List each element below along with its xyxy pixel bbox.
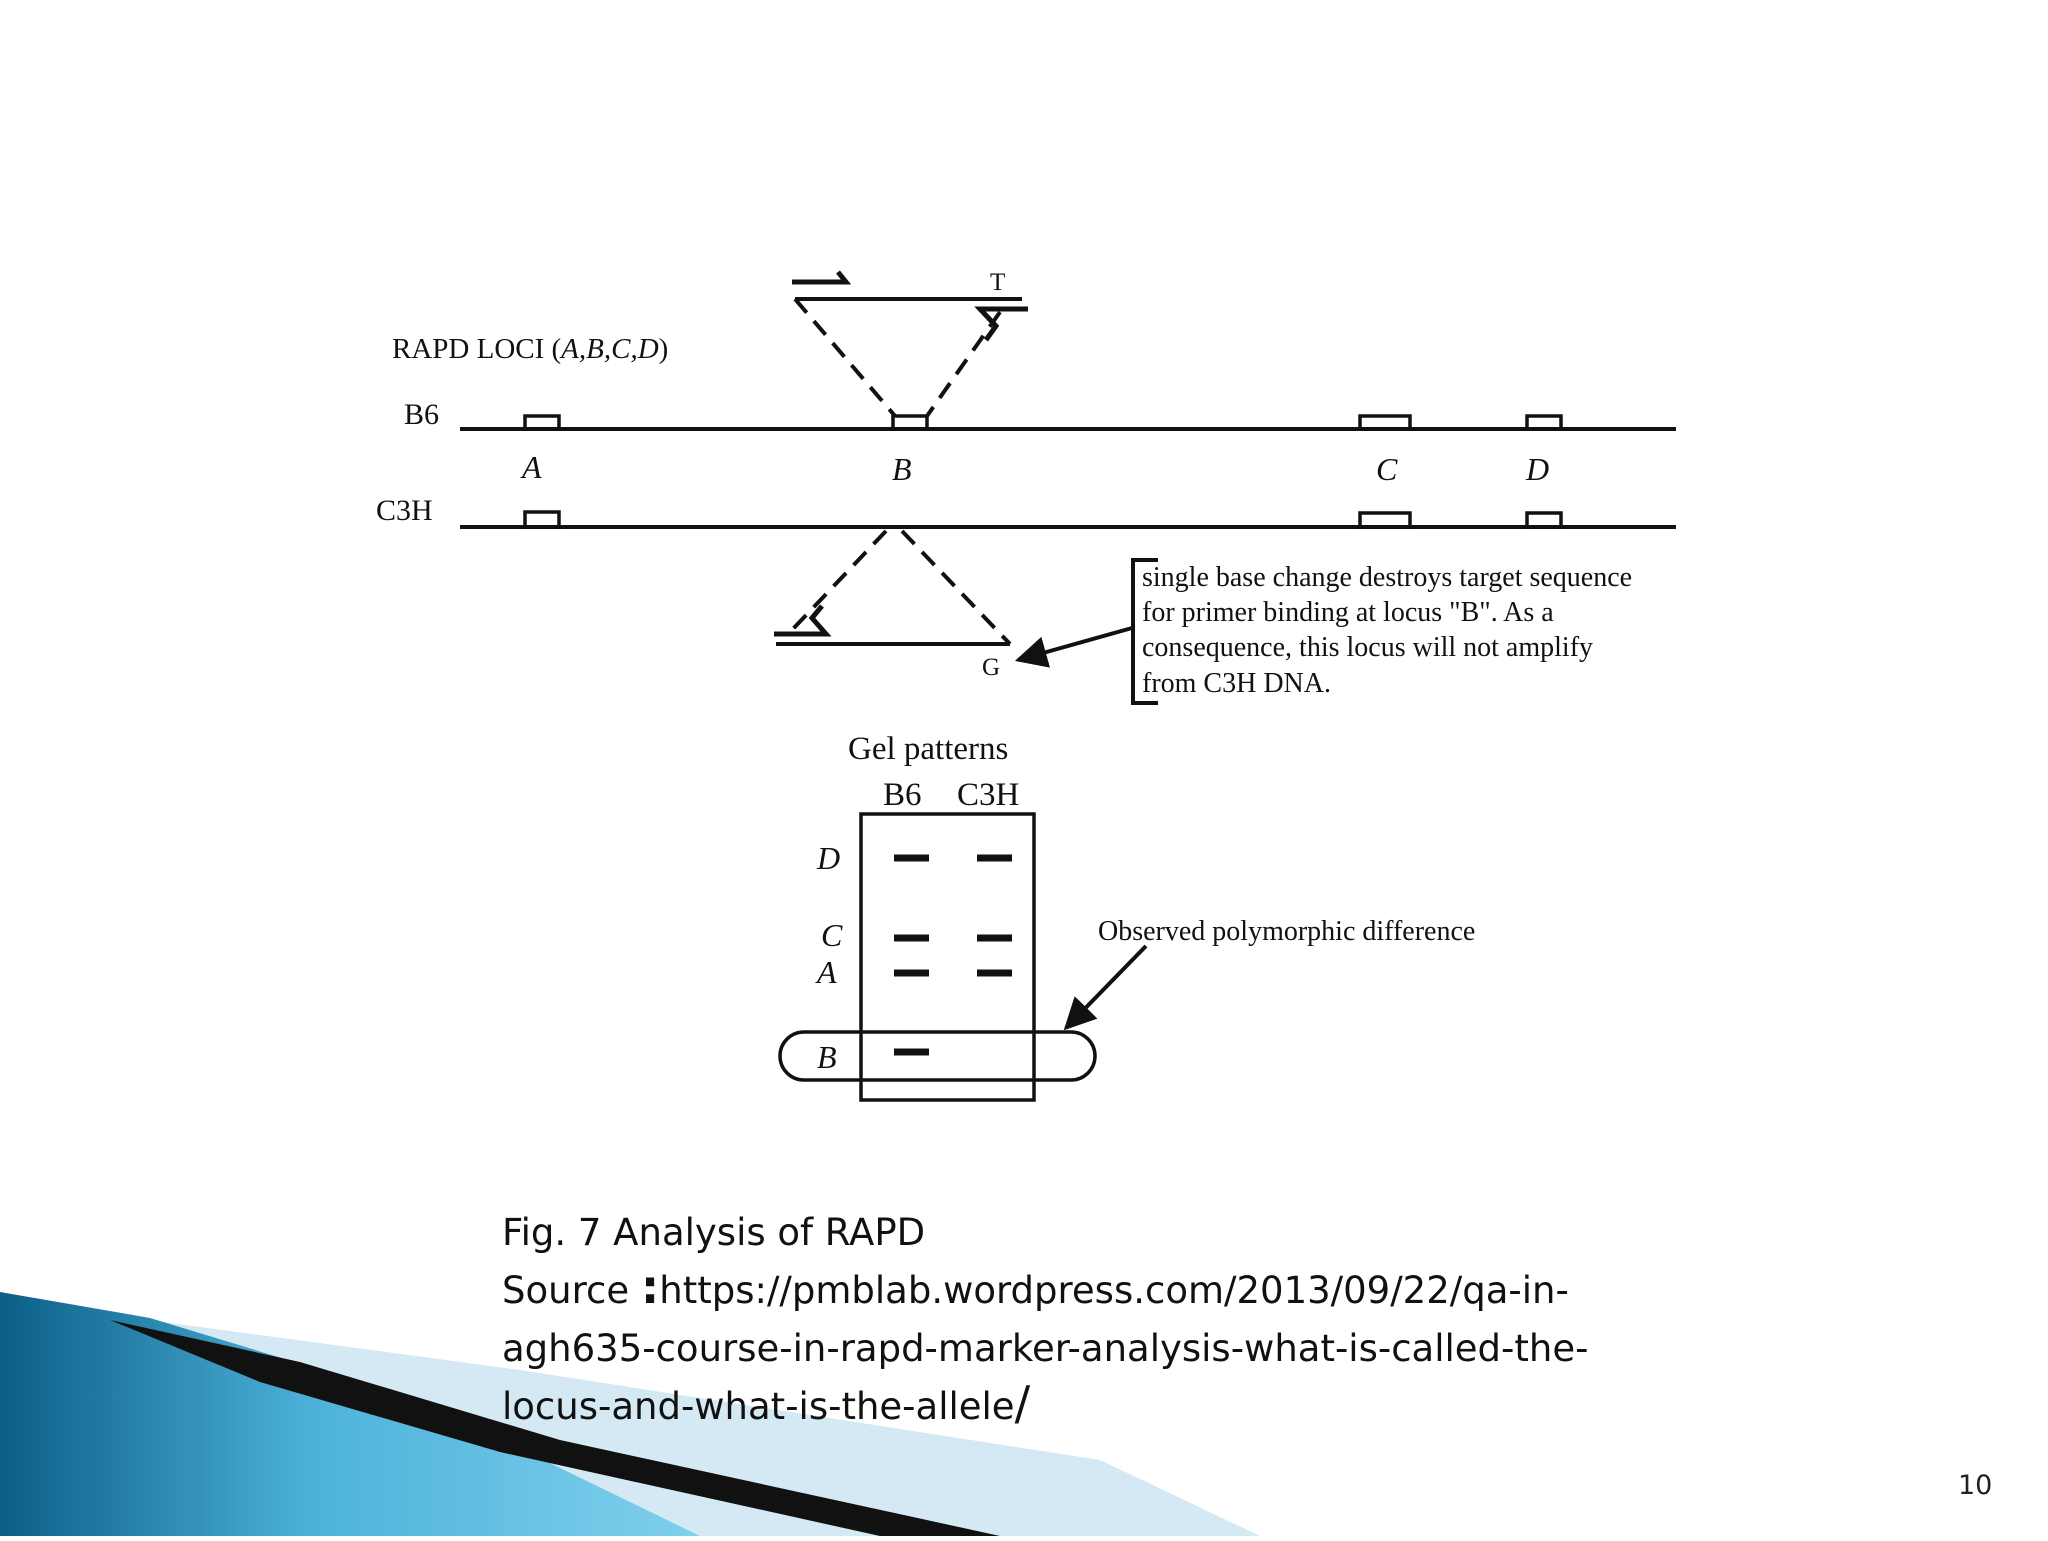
gel-lane-label-b6: B6 (883, 777, 922, 813)
strain-label-c3h: C3H (376, 494, 433, 527)
c3h-locus-d-box (1527, 513, 1561, 527)
forward-primer-icon (792, 272, 846, 282)
gel-row-label-c: C (821, 917, 843, 953)
note-line-1: single base change destroys target sequence (1142, 562, 1633, 593)
source-colon: : (640, 1260, 660, 1314)
locus-label-a: A (522, 449, 542, 485)
source-url-part-1[interactable]: https://pmblab.wordpress.com/2013/09/22/qa-in- (659, 1269, 1569, 1312)
c3h-locus-c-box (1360, 513, 1410, 527)
reverse-primer-icon (980, 309, 1028, 340)
note-line-4: from C3H DNA. (1142, 668, 1331, 699)
note-line-2: for primer binding at locus "B". As a (1142, 597, 1554, 628)
source-url-part-2[interactable]: agh635-course-in-rapd-marker-analysis-what-is-called-the- (502, 1327, 1589, 1370)
gel-bands (894, 858, 1012, 1052)
locus-label-c: C (1376, 451, 1398, 487)
gel-title: Gel patterns (848, 731, 1009, 767)
observed-arrow (1066, 946, 1146, 1028)
page-number: 10 (1958, 1470, 1993, 1501)
caption-title: Fig. 7 Analysis of RAPD (502, 1211, 926, 1254)
source-trailing-slash: / (1014, 1376, 1031, 1430)
base-label-g: G (982, 654, 1001, 681)
note-text (1142, 562, 1639, 699)
rapd-loci-label: RAPD LOCI (A,B,C,D) (392, 333, 669, 365)
locus-label-d: D (1526, 451, 1550, 487)
base-label-t: T (990, 269, 1006, 296)
gel-row-label-a: A (817, 954, 837, 990)
note-line-3: consequence, this locus will not amplify (1142, 632, 1594, 663)
observed-label: Observed polymorphic difference (1098, 916, 1476, 947)
source-label: Source (502, 1269, 641, 1312)
gel-row-label-d: D (817, 840, 841, 876)
locus-label-b: B (892, 451, 912, 487)
gel-row-label-b: B (817, 1039, 837, 1075)
c3h-locus-a-box (525, 512, 559, 527)
source-url-part-3[interactable]: locus-and-what-is-the-allele (502, 1385, 1015, 1428)
gel-pattern (780, 731, 1475, 1100)
c3h-primer-binding (774, 531, 1010, 681)
figure-caption (502, 1204, 1822, 1436)
note-arrow (1018, 628, 1132, 660)
rapd-diagram (376, 269, 1676, 703)
strain-label-b6: B6 (404, 398, 440, 431)
caption-source-line-4 (502, 1378, 1822, 1436)
gel-lane-label-c3h: C3H (957, 777, 1020, 813)
b6-primer-binding (792, 269, 1028, 416)
caption-source-line-1 (502, 1262, 1822, 1320)
